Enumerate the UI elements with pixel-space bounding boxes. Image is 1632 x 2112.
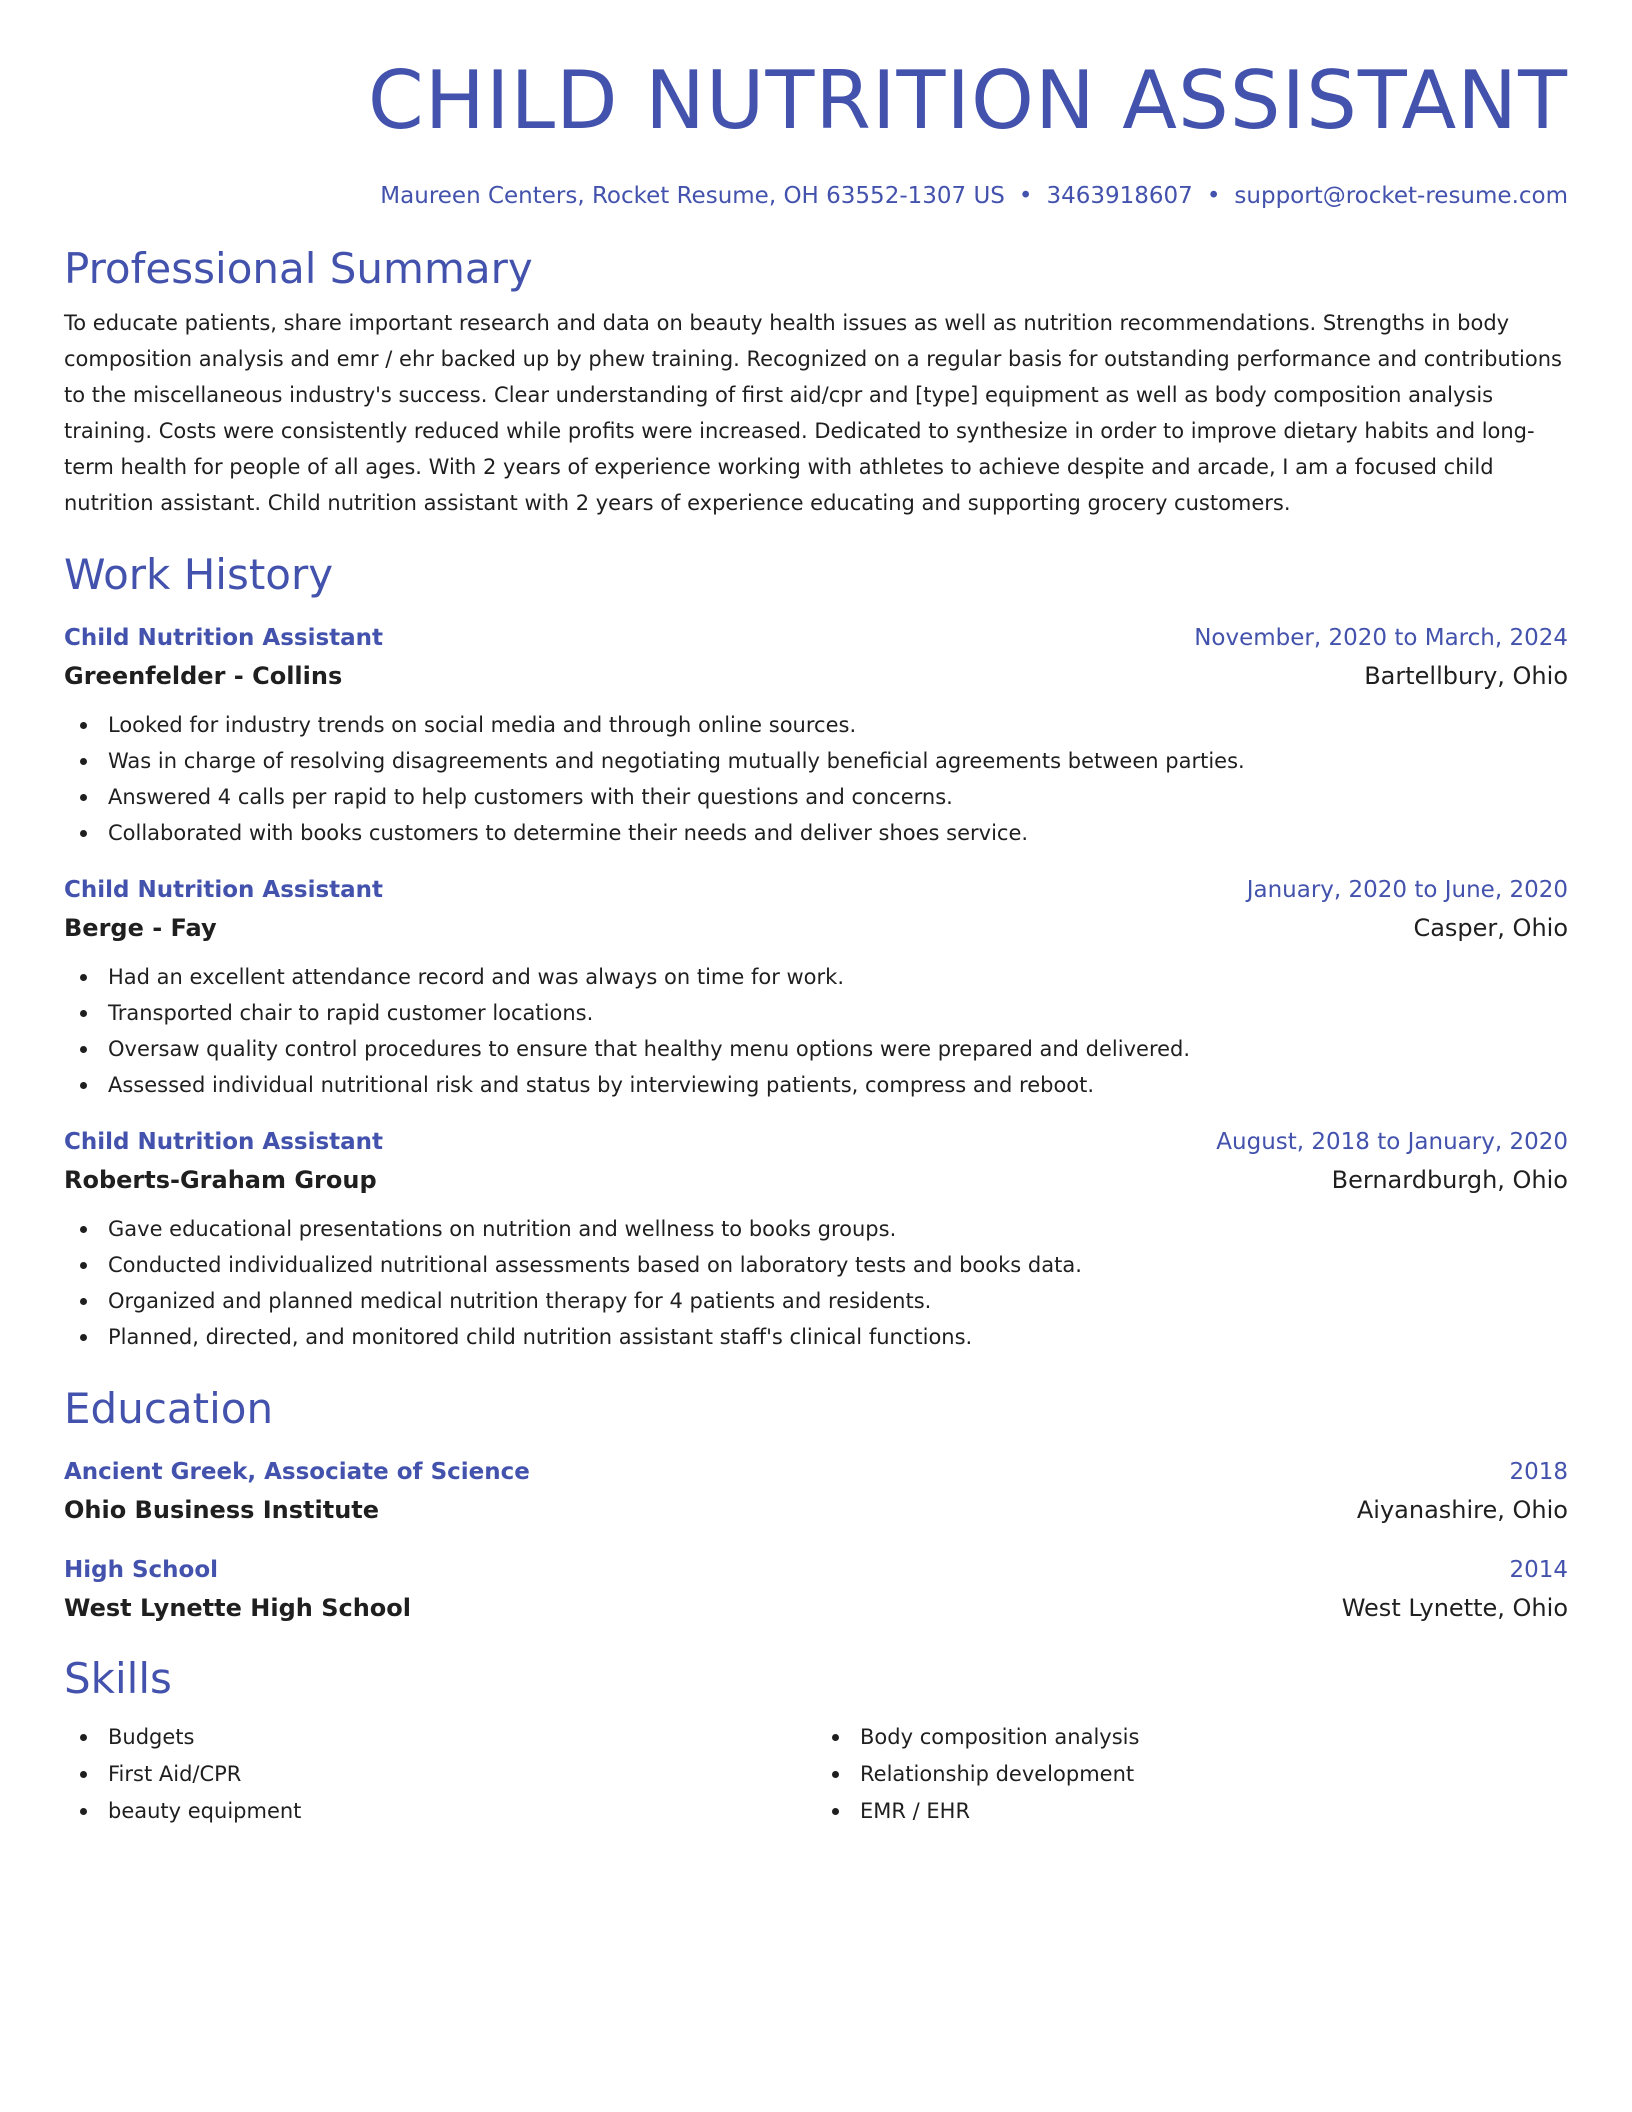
job-dates: August, 2018 to January, 2020: [1216, 1129, 1568, 1155]
contact-line: [64, 181, 1568, 211]
job-title: Child Nutrition Assistant: [64, 877, 384, 903]
education-school: West Lynette High School: [64, 1594, 411, 1622]
job-bullets: [64, 959, 1568, 1103]
education-year: 2018: [1509, 1459, 1568, 1485]
list-item: Was in charge of resolving disagreements and negotiating mutually beneficial agreements between parties.: [64, 743, 1568, 779]
job-company: Roberts-Graham Group: [64, 1166, 377, 1194]
job-entry: [64, 623, 1568, 851]
skill-item: beauty equipment: [64, 1793, 816, 1830]
job-dates: November, 2020 to March, 2024: [1194, 625, 1568, 651]
job-company: Berge - Fay: [64, 914, 217, 942]
list-item: Assessed individual nutritional risk and status by interviewing patients, compress and reboot.: [64, 1067, 1568, 1103]
skills-grid: [64, 1719, 1568, 1830]
contact-separator: •: [1206, 183, 1221, 209]
list-item: Gave educational presentations on nutrition and wellness to books groups.: [64, 1211, 1568, 1247]
skill-item: EMR / EHR: [816, 1793, 1568, 1830]
list-item: Organized and planned medical nutrition therapy for 4 patients and residents.: [64, 1283, 1568, 1319]
work-history-heading: Work History: [64, 550, 334, 599]
education-location: Aiyanashire, Ohio: [1356, 1496, 1568, 1524]
education-year: 2014: [1509, 1557, 1568, 1583]
list-item: Looked for industry trends on social media and through online sources.: [64, 707, 1568, 743]
education-degree: High School: [64, 1557, 219, 1583]
list-item: Answered 4 calls per rapid to help customers with their questions and concerns.: [64, 779, 1568, 815]
skill-item: Budgets: [64, 1719, 816, 1756]
contact-email: support@rocket-resume.com: [1234, 183, 1568, 209]
skill-item: First Aid/CPR: [64, 1756, 816, 1793]
list-item: Collaborated with books customers to determine their needs and deliver shoes service.: [64, 815, 1568, 851]
job-title: Child Nutrition Assistant: [64, 1129, 384, 1155]
list-item: Transported chair to rapid customer locations.: [64, 995, 1568, 1031]
skill-item: Relationship development: [816, 1756, 1568, 1793]
job-location: Casper, Ohio: [1413, 914, 1568, 942]
skills-heading: Skills: [64, 1654, 172, 1703]
education-school: Ohio Business Institute: [64, 1496, 380, 1524]
education-entry: [64, 1457, 1568, 1527]
contact-address: Maureen Centers, Rocket Resume, OH 63552-1307 US: [380, 183, 1005, 209]
skills-column-left: [64, 1719, 816, 1830]
list-item: Had an excellent attendance record and was always on time for work.: [64, 959, 1568, 995]
list-item: Conducted individualized nutritional assessments based on laboratory tests and books data.: [64, 1247, 1568, 1283]
job-company: Greenfelder - Collins: [64, 662, 343, 690]
education-entry: [64, 1555, 1568, 1625]
education-degree: Ancient Greek, Associate of Science: [64, 1459, 530, 1485]
job-title: Child Nutrition Assistant: [64, 625, 384, 651]
job-bullets: [64, 707, 1568, 851]
skills-column-right: [816, 1719, 1568, 1830]
job-location: Bernardburgh, Ohio: [1331, 1166, 1568, 1194]
resume-name: CHILD NUTRITION ASSISTANT: [367, 54, 1568, 147]
summary-heading: Professional Summary: [64, 244, 533, 293]
skill-item: Body composition analysis: [816, 1719, 1568, 1756]
job-entry: [64, 875, 1568, 1103]
education-heading: Education: [64, 1384, 274, 1433]
job-entry: [64, 1127, 1568, 1355]
education-location: West Lynette, Ohio: [1341, 1594, 1568, 1622]
contact-phone: 3463918607: [1046, 183, 1193, 209]
contact-separator: •: [1018, 183, 1033, 209]
job-bullets: [64, 1211, 1568, 1355]
summary-text: To educate patients, share important research and data on beauty health issues as well as nutrition recommendations. Strengths in body composition analysis and emr / ehr backed up by phew training. Recognized on a regular basis for outstanding performance and contributions to the miscellaneous industry's success. Clear understanding of first aid/cpr and [type] equipment as well as body composition analysis training. Costs were consistently reduced while profits were increased. Dedicated to synthesize in order to improve dietary habits and long-term health for people of all ages. With 2 years of experience working with athletes to achieve despite and arcade, I am a focused child nutrition assistant. Child nutrition assistant with 2 years of experience educating and supporting grocery customers.: [64, 311, 1562, 515]
list-item: Planned, directed, and monitored child nutrition assistant staff's clinical functions.: [64, 1319, 1568, 1355]
job-location: Bartellbury, Ohio: [1364, 662, 1568, 690]
job-dates: January, 2020 to June, 2020: [1246, 877, 1568, 903]
list-item: Oversaw quality control procedures to ensure that healthy menu options were prepared and delivered.: [64, 1031, 1568, 1067]
